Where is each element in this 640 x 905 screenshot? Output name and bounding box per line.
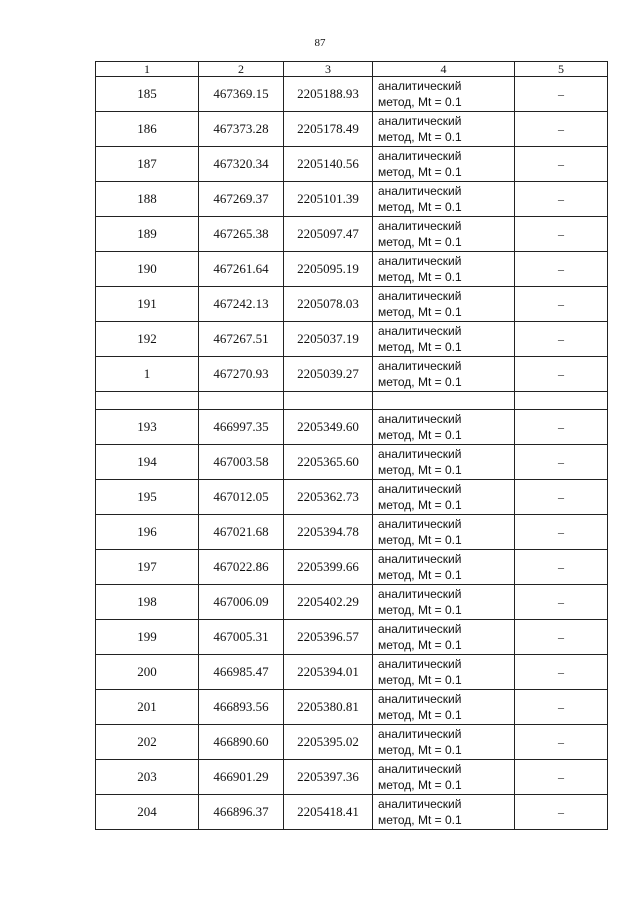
method-line-1: аналитический bbox=[378, 657, 462, 671]
method-line-2: метод, Mt = 0.1 bbox=[378, 428, 462, 442]
dash-cell: – bbox=[515, 77, 608, 112]
y-coordinate: 2205365.60 bbox=[284, 445, 373, 480]
dash-cell: – bbox=[515, 690, 608, 725]
x-coordinate: 467261.64 bbox=[199, 252, 284, 287]
dash-cell: – bbox=[515, 550, 608, 585]
point-number: 187 bbox=[96, 147, 199, 182]
dash-cell: – bbox=[515, 795, 608, 830]
point-number: 192 bbox=[96, 322, 199, 357]
x-coordinate: 466901.29 bbox=[199, 760, 284, 795]
y-coordinate: 2205399.66 bbox=[284, 550, 373, 585]
method-line-1: аналитический bbox=[378, 727, 462, 741]
point-number: 197 bbox=[96, 550, 199, 585]
y-coordinate: 2205095.19 bbox=[284, 252, 373, 287]
method-cell bbox=[373, 480, 515, 515]
method-line-2: метод, Mt = 0.1 bbox=[378, 165, 462, 179]
point-number: 201 bbox=[96, 690, 199, 725]
method-line-1: аналитический bbox=[378, 79, 462, 93]
empty-cell bbox=[515, 392, 608, 410]
method-cell bbox=[373, 655, 515, 690]
x-coordinate: 467021.68 bbox=[199, 515, 284, 550]
point-number: 193 bbox=[96, 410, 199, 445]
method-line-1: аналитический bbox=[378, 517, 462, 531]
method-line-1: аналитический bbox=[378, 587, 462, 601]
table-row bbox=[96, 410, 608, 445]
header-row bbox=[96, 62, 608, 77]
x-coordinate: 467005.31 bbox=[199, 620, 284, 655]
table-row bbox=[96, 515, 608, 550]
method-line-1: аналитический bbox=[378, 219, 462, 233]
point-number: 185 bbox=[96, 77, 199, 112]
dash-cell: – bbox=[515, 182, 608, 217]
method-cell bbox=[373, 620, 515, 655]
method-cell bbox=[373, 217, 515, 252]
dash-cell: – bbox=[515, 480, 608, 515]
x-coordinate: 467265.38 bbox=[199, 217, 284, 252]
method-line-2: метод, Mt = 0.1 bbox=[378, 235, 462, 249]
coordinates-table bbox=[95, 61, 608, 830]
x-coordinate: 467320.34 bbox=[199, 147, 284, 182]
x-coordinate: 467270.93 bbox=[199, 357, 284, 392]
method-cell bbox=[373, 322, 515, 357]
y-coordinate: 2205395.02 bbox=[284, 725, 373, 760]
dash-cell: – bbox=[515, 287, 608, 322]
dash-cell: – bbox=[515, 655, 608, 690]
table-row bbox=[96, 585, 608, 620]
method-cell bbox=[373, 112, 515, 147]
table-row bbox=[96, 217, 608, 252]
y-coordinate: 2205394.78 bbox=[284, 515, 373, 550]
x-coordinate: 467269.37 bbox=[199, 182, 284, 217]
method-line-1: аналитический bbox=[378, 324, 462, 338]
method-cell bbox=[373, 550, 515, 585]
point-number: 202 bbox=[96, 725, 199, 760]
dash-cell: – bbox=[515, 217, 608, 252]
method-line-1: аналитический bbox=[378, 797, 462, 811]
y-coordinate: 2205362.73 bbox=[284, 480, 373, 515]
point-number: 1 bbox=[96, 357, 199, 392]
table-row bbox=[96, 480, 608, 515]
x-coordinate: 466890.60 bbox=[199, 725, 284, 760]
header-col-4: 4 bbox=[373, 62, 515, 77]
method-cell bbox=[373, 357, 515, 392]
table-row bbox=[96, 322, 608, 357]
y-coordinate: 2205140.56 bbox=[284, 147, 373, 182]
y-coordinate: 2205380.81 bbox=[284, 690, 373, 725]
dash-cell: – bbox=[515, 357, 608, 392]
method-line-2: метод, Mt = 0.1 bbox=[378, 200, 462, 214]
empty-cell bbox=[96, 392, 199, 410]
method-line-2: метод, Mt = 0.1 bbox=[378, 673, 462, 687]
table-row bbox=[96, 655, 608, 690]
x-coordinate: 467022.86 bbox=[199, 550, 284, 585]
table-header bbox=[96, 62, 608, 77]
method-cell bbox=[373, 515, 515, 550]
y-coordinate: 2205101.39 bbox=[284, 182, 373, 217]
table-row bbox=[96, 287, 608, 322]
table-row bbox=[96, 445, 608, 480]
table-body bbox=[96, 77, 608, 830]
method-line-1: аналитический bbox=[378, 552, 462, 566]
point-number: 204 bbox=[96, 795, 199, 830]
method-line-2: метод, Mt = 0.1 bbox=[378, 813, 462, 827]
separator-row bbox=[96, 392, 608, 410]
method-cell bbox=[373, 77, 515, 112]
method-line-2: метод, Mt = 0.1 bbox=[378, 708, 462, 722]
y-coordinate: 2205097.47 bbox=[284, 217, 373, 252]
table-row bbox=[96, 690, 608, 725]
method-line-2: метод, Mt = 0.1 bbox=[378, 95, 462, 109]
method-cell bbox=[373, 147, 515, 182]
method-line-1: аналитический bbox=[378, 482, 462, 496]
table-row bbox=[96, 147, 608, 182]
header-col-2: 2 bbox=[199, 62, 284, 77]
point-number: 194 bbox=[96, 445, 199, 480]
dash-cell: – bbox=[515, 252, 608, 287]
x-coordinate: 467012.05 bbox=[199, 480, 284, 515]
point-number: 198 bbox=[96, 585, 199, 620]
table-row bbox=[96, 112, 608, 147]
method-line-2: метод, Mt = 0.1 bbox=[378, 778, 462, 792]
method-cell bbox=[373, 287, 515, 322]
method-line-1: аналитический bbox=[378, 184, 462, 198]
table-row bbox=[96, 725, 608, 760]
dash-cell: – bbox=[515, 147, 608, 182]
point-number: 191 bbox=[96, 287, 199, 322]
x-coordinate: 466893.56 bbox=[199, 690, 284, 725]
dash-cell: – bbox=[515, 322, 608, 357]
method-line-1: аналитический bbox=[378, 289, 462, 303]
x-coordinate: 467373.28 bbox=[199, 112, 284, 147]
y-coordinate: 2205188.93 bbox=[284, 77, 373, 112]
y-coordinate: 2205178.49 bbox=[284, 112, 373, 147]
dash-cell: – bbox=[515, 445, 608, 480]
method-line-1: аналитический bbox=[378, 692, 462, 706]
method-line-1: аналитический bbox=[378, 762, 462, 776]
method-cell bbox=[373, 760, 515, 795]
x-coordinate: 466997.35 bbox=[199, 410, 284, 445]
method-line-1: аналитический bbox=[378, 114, 462, 128]
y-coordinate: 2205349.60 bbox=[284, 410, 373, 445]
header-col-1: 1 bbox=[96, 62, 199, 77]
y-coordinate: 2205039.27 bbox=[284, 357, 373, 392]
method-cell bbox=[373, 725, 515, 760]
method-line-2: метод, Mt = 0.1 bbox=[378, 270, 462, 284]
method-line-2: метод, Mt = 0.1 bbox=[378, 463, 462, 477]
x-coordinate: 467006.09 bbox=[199, 585, 284, 620]
dash-cell: – bbox=[515, 515, 608, 550]
method-line-2: метод, Mt = 0.1 bbox=[378, 568, 462, 582]
page-number: 87 bbox=[314, 37, 326, 49]
y-coordinate: 2205394.01 bbox=[284, 655, 373, 690]
table-row bbox=[96, 620, 608, 655]
method-cell bbox=[373, 182, 515, 217]
header-col-5: 5 bbox=[515, 62, 608, 77]
point-number: 195 bbox=[96, 480, 199, 515]
point-number: 188 bbox=[96, 182, 199, 217]
dash-cell: – bbox=[515, 620, 608, 655]
y-coordinate: 2205397.36 bbox=[284, 760, 373, 795]
point-number: 200 bbox=[96, 655, 199, 690]
method-line-2: метод, Mt = 0.1 bbox=[378, 130, 462, 144]
x-coordinate: 466985.47 bbox=[199, 655, 284, 690]
x-coordinate: 467369.15 bbox=[199, 77, 284, 112]
x-coordinate: 467267.51 bbox=[199, 322, 284, 357]
method-line-2: метод, Mt = 0.1 bbox=[378, 305, 462, 319]
point-number: 190 bbox=[96, 252, 199, 287]
method-line-1: аналитический bbox=[378, 254, 462, 268]
x-coordinate: 467003.58 bbox=[199, 445, 284, 480]
method-line-2: метод, Mt = 0.1 bbox=[378, 498, 462, 512]
table-row bbox=[96, 252, 608, 287]
method-line-2: метод, Mt = 0.1 bbox=[378, 340, 462, 354]
empty-cell bbox=[284, 392, 373, 410]
point-number: 186 bbox=[96, 112, 199, 147]
table-row bbox=[96, 357, 608, 392]
method-line-2: метод, Mt = 0.1 bbox=[378, 533, 462, 547]
header-col-3: 3 bbox=[284, 62, 373, 77]
method-cell bbox=[373, 445, 515, 480]
method-line-1: аналитический bbox=[378, 359, 462, 373]
empty-cell bbox=[199, 392, 284, 410]
method-line-2: метод, Mt = 0.1 bbox=[378, 603, 462, 617]
empty-cell bbox=[373, 392, 515, 410]
method-line-1: аналитический bbox=[378, 622, 462, 636]
dash-cell: – bbox=[515, 112, 608, 147]
y-coordinate: 2205037.19 bbox=[284, 322, 373, 357]
table-row bbox=[96, 550, 608, 585]
method-cell bbox=[373, 795, 515, 830]
method-line-2: метод, Mt = 0.1 bbox=[378, 638, 462, 652]
method-line-1: аналитический bbox=[378, 412, 462, 426]
y-coordinate: 2205396.57 bbox=[284, 620, 373, 655]
method-cell bbox=[373, 252, 515, 287]
method-line-2: метод, Mt = 0.1 bbox=[378, 375, 462, 389]
point-number: 196 bbox=[96, 515, 199, 550]
y-coordinate: 2205402.29 bbox=[284, 585, 373, 620]
point-number: 199 bbox=[96, 620, 199, 655]
x-coordinate: 466896.37 bbox=[199, 795, 284, 830]
dash-cell: – bbox=[515, 725, 608, 760]
table-row bbox=[96, 182, 608, 217]
point-number: 203 bbox=[96, 760, 199, 795]
method-cell bbox=[373, 410, 515, 445]
dash-cell: – bbox=[515, 410, 608, 445]
x-coordinate: 467242.13 bbox=[199, 287, 284, 322]
method-line-2: метод, Mt = 0.1 bbox=[378, 743, 462, 757]
point-number: 189 bbox=[96, 217, 199, 252]
y-coordinate: 2205418.41 bbox=[284, 795, 373, 830]
method-line-1: аналитический bbox=[378, 447, 462, 461]
dash-cell: – bbox=[515, 760, 608, 795]
dash-cell: – bbox=[515, 585, 608, 620]
table-row bbox=[96, 77, 608, 112]
method-cell bbox=[373, 690, 515, 725]
table-row bbox=[96, 795, 608, 830]
y-coordinate: 2205078.03 bbox=[284, 287, 373, 322]
method-line-1: аналитический bbox=[378, 149, 462, 163]
method-cell bbox=[373, 585, 515, 620]
table-row bbox=[96, 760, 608, 795]
